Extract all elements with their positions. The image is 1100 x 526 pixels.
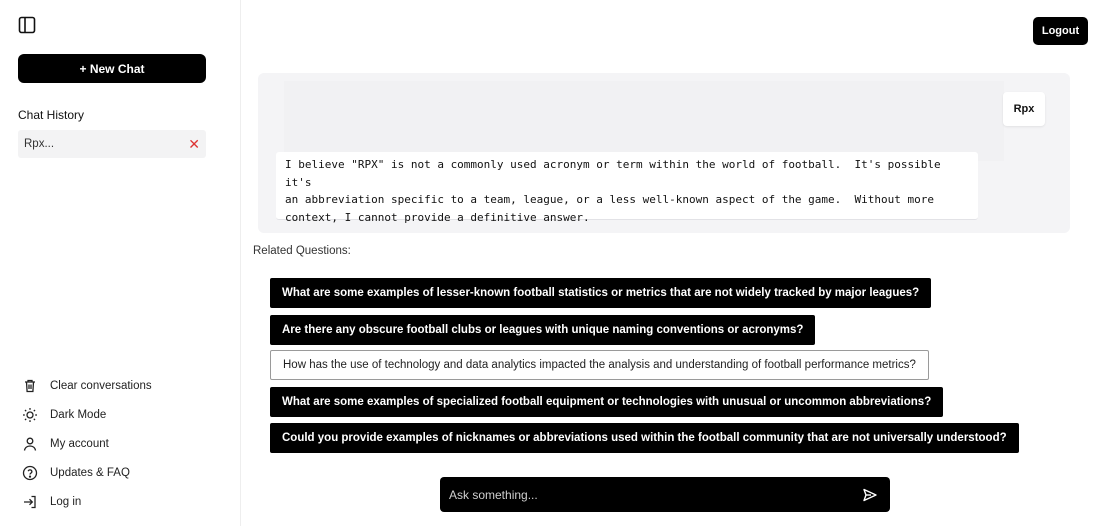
related-question-button[interactable]: What are some examples of lesser-known football statistics or metrics that are not widely tracked by major leagues? xyxy=(270,278,931,308)
sidebar-toggle-icon[interactable] xyxy=(17,15,37,35)
clear-conversations-item[interactable] xyxy=(22,371,152,400)
help-icon xyxy=(22,465,38,481)
related-question-button[interactable]: Could you provide examples of nicknames or abbreviations used within the football community that are not universally understood? xyxy=(270,423,1019,453)
ask-input[interactable] xyxy=(440,477,850,512)
my-account-label: My account xyxy=(50,437,109,450)
send-button[interactable] xyxy=(850,477,890,512)
sun-icon xyxy=(22,407,38,423)
user-message: Rpx xyxy=(1003,92,1045,126)
chat-history-item[interactable] xyxy=(18,130,206,158)
logout-button[interactable]: Logout xyxy=(1033,17,1088,45)
related-question-button[interactable]: Are there any obscure football clubs or leagues with unique naming conventions or acronyms? xyxy=(270,315,815,345)
dark-mode-item[interactable] xyxy=(22,400,152,429)
login-icon xyxy=(22,494,38,510)
log-in-label: Log in xyxy=(50,495,82,508)
log-in-item[interactable] xyxy=(22,487,152,516)
send-icon xyxy=(862,487,878,503)
assistant-answer xyxy=(276,152,978,224)
clear-conversations-label: Clear conversations xyxy=(50,379,152,392)
chat-history-item-label: Rpx... xyxy=(24,138,55,150)
related-question-button[interactable]: How has the use of technology and data analytics impacted the analysis and understanding of football performance metrics? xyxy=(270,350,929,380)
sidebar xyxy=(0,0,241,526)
updates-faq-label: Updates & FAQ xyxy=(50,466,130,479)
chat-panel-background xyxy=(284,81,1004,161)
ask-bar xyxy=(440,477,890,512)
assistant-answer-text: I believe "RPX" is not a commonly used acronym or term within the world of football. It's possible it's an abbreviation specific to a team, league, or a less well-known aspect of the game. Without more context, I cannot provide a definitive answer. xyxy=(285,158,941,224)
chat-history-heading: Chat History xyxy=(18,108,85,122)
trash-icon xyxy=(22,378,38,394)
user-icon xyxy=(22,436,38,452)
my-account-item[interactable] xyxy=(22,429,152,458)
sidebar-menu xyxy=(22,371,152,516)
dark-mode-label: Dark Mode xyxy=(50,408,107,421)
related-question-button[interactable]: What are some examples of specialized football equipment or technologies with unusual or uncommon abbreviations? xyxy=(270,387,943,417)
delete-chat-icon[interactable]: ✕ xyxy=(188,136,200,152)
new-chat-button[interactable]: + New Chat xyxy=(18,54,206,83)
updates-faq-item[interactable] xyxy=(22,458,152,487)
related-questions-heading: Related Questions: xyxy=(253,245,351,257)
